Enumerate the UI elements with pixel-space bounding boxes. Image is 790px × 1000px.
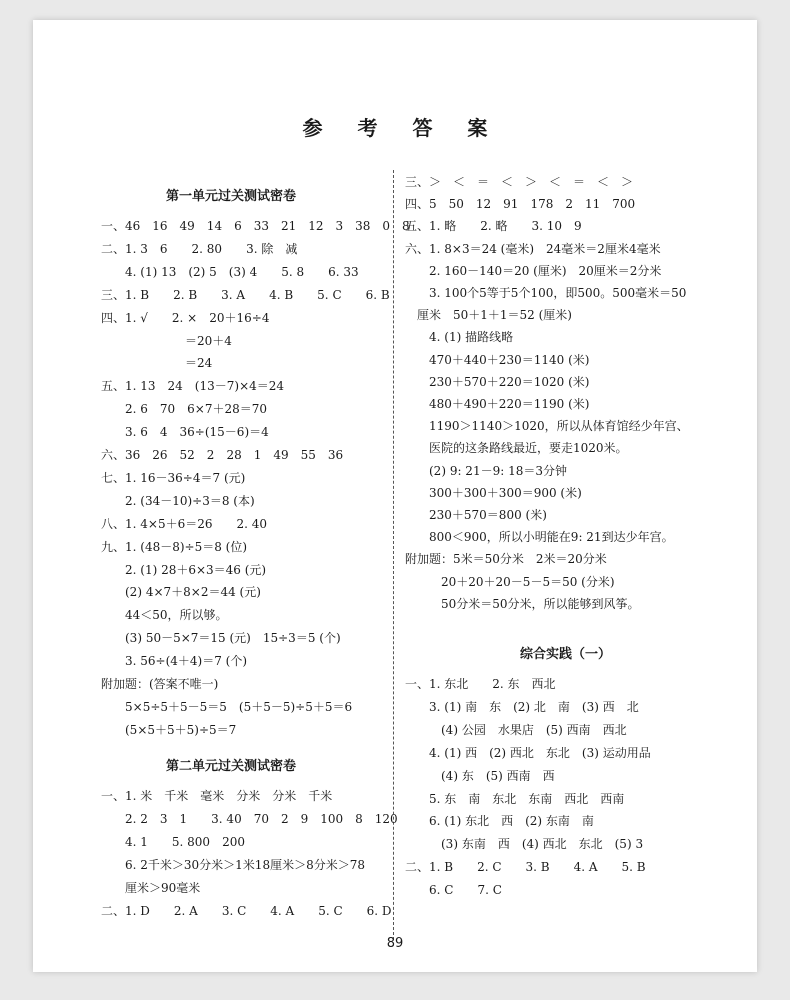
section-heading: 综合实践（一） (520, 647, 612, 662)
answer-line: 医院的这条路线最近，要走1020米。 (405, 441, 628, 456)
answer-line: (3) 东南 西 (4) 西北 东北 (5) 3 (405, 837, 644, 852)
answer-line: 二、1. D 2. A 3. C 4. A 5. C 6. D (101, 903, 392, 918)
answer-line: 3. (1) 南 东 (2) 北 南 (3) 西 北 (405, 699, 639, 714)
answer-line: 44＜50，所以够。 (101, 608, 228, 623)
answer-line: 4. 1 5. 800 200 (101, 834, 245, 849)
answer-line: 厘米＞90毫米 (101, 880, 201, 895)
answer-line: 470＋440＋230＝1140 (米) (405, 352, 590, 367)
answer-line: 6. (1) 东北 西 (2) 东南 南 (405, 814, 594, 829)
answer-line: 3. 6 4 36÷(15－6)＝4 (101, 425, 269, 440)
answer-line: 6. C 7. C (405, 883, 502, 898)
answer-line: 2. (1) 28＋6×3＝46 (元) (101, 562, 267, 577)
answer-line: 2. 160－140＝20 (厘米) 20厘米＝2分米 (405, 263, 662, 278)
answer-line: 厘米 50＋1＋1＝52 (厘米) (405, 308, 572, 323)
answer-line: ＝24 (101, 356, 213, 371)
answer-line: (3) 50－5×7＝15 (元) 15÷3＝5 (个) (101, 631, 341, 646)
answer-line: 三、1. B 2. B 3. A 4. B 5. C 6. B (101, 287, 390, 302)
answer-line: 480＋490＋220＝1190 (米) (405, 397, 590, 411)
answer-line: 3. 100个5等于5个100，即500。500毫米＝50 (405, 286, 687, 300)
answer-line: 300＋300＋300＝900 (米) (405, 485, 582, 500)
answer-line: 九、1. (48－8)÷5＝8 (位) (101, 539, 248, 554)
answer-line: 七、1. 16－36÷4＝7 (元) (101, 470, 246, 485)
answer-line: 5×5÷5＋5－5＝5 (5＋5－5)÷5＋5＝6 (101, 699, 353, 714)
answer-line: (4) 公园 水果店 (5) 西南 西北 (405, 722, 627, 737)
answer-line: ＝20＋4 (101, 333, 232, 348)
answer-line: 50分米＝50分米，所以能够到风筝。 (405, 596, 640, 611)
page-number: 89 (386, 936, 404, 951)
answer-line: 20＋20＋20－5－5＝50 (分米) (405, 574, 615, 589)
answer-line: 2. (34－10)÷3＝8 (本) (101, 493, 255, 508)
answer-line: 4. (1) 描路线略 (405, 330, 514, 345)
answer-line: 三、＞ ＜ ＝ ＜ ＞ ＜ ＝ ＜ ＞ (405, 175, 634, 189)
answer-line: 八、1. 4×5＋6＝26 2. 40 (101, 516, 268, 531)
answer-page (33, 20, 757, 972)
answer-line: 二、1. 3 6 2. 80 3. 除 减 (101, 241, 298, 256)
answer-line: 一、1. 东北 2. 东 西北 (405, 677, 556, 691)
answer-line: 230＋570＋220＝1020 (米) (405, 374, 590, 389)
answer-line: (4) 东 (5) 西南 西 (405, 768, 555, 783)
answer-line: 六、1. 8×3＝24 (毫米) 24毫米＝2厘米4毫米 (405, 241, 661, 256)
answer-line: 一、1. 米 千米 毫米 分米 分米 千米 (101, 789, 333, 803)
answer-line: (5×5＋5＋5)÷5＝7 (101, 722, 237, 737)
answer-line: 五、1. 13 24 (13－7)×4＝24 (101, 379, 285, 394)
answer-line: 一、46 16 49 14 6 33 21 12 3 38 0 8 (101, 219, 410, 233)
answer-line: 4. (1) 13 (2) 5 (3) 4 5. 8 6. 33 (101, 264, 359, 279)
answer-line: 6. 2千米＞30分米＞1米18厘米＞8分米＞78 (101, 857, 365, 872)
answer-line: 六、36 26 52 2 28 1 49 55 36 (101, 448, 344, 462)
answer-line: 2. 2 3 1 3. 40 70 2 9 100 8 120 (101, 811, 398, 826)
answer-line: (2) 4×7＋8×2＝44 (元) (101, 585, 261, 600)
page-title: 参 考 答 案 (302, 116, 502, 140)
section-heading: 第二单元过关测试密卷 (166, 759, 297, 774)
answer-line: 四、1. √ 2. × 20＋16÷4 (101, 310, 270, 325)
answer-line: 五、1. 略 2. 略 3. 10 9 (405, 219, 582, 234)
answer-line: 4. (1) 西 (2) 西北 东北 (3) 运动用品 (405, 745, 651, 760)
section-heading: 第一单元过关测试密卷 (166, 189, 297, 204)
answer-line: 附加题：5米＝50分米 2米＝20分米 (405, 552, 607, 567)
answer-line: 800＜900，所以小明能在9: 21到达少年宫。 (405, 530, 674, 545)
answer-line: 2. 6 70 6×7＋28＝70 (101, 402, 268, 417)
answer-line: 230＋570＝800 (米) (405, 508, 547, 522)
answer-line: 附加题：(答案不唯一) (101, 677, 219, 691)
answer-line: 5. 东 南 东北 东南 西北 西南 (405, 791, 625, 806)
answer-line: 二、1. B 2. C 3. B 4. A 5. B (405, 860, 646, 875)
answer-line: 1190＞1140＞1020，所以从体育馆经少年宫、 (405, 419, 689, 434)
answer-line: 四、5 50 12 91 178 2 11 700 (405, 197, 636, 212)
answer-line: 3. 56÷(4＋4)＝7 (个) (101, 654, 248, 669)
answer-line: (2) 9: 21－9: 18＝3分钟 (405, 463, 567, 478)
